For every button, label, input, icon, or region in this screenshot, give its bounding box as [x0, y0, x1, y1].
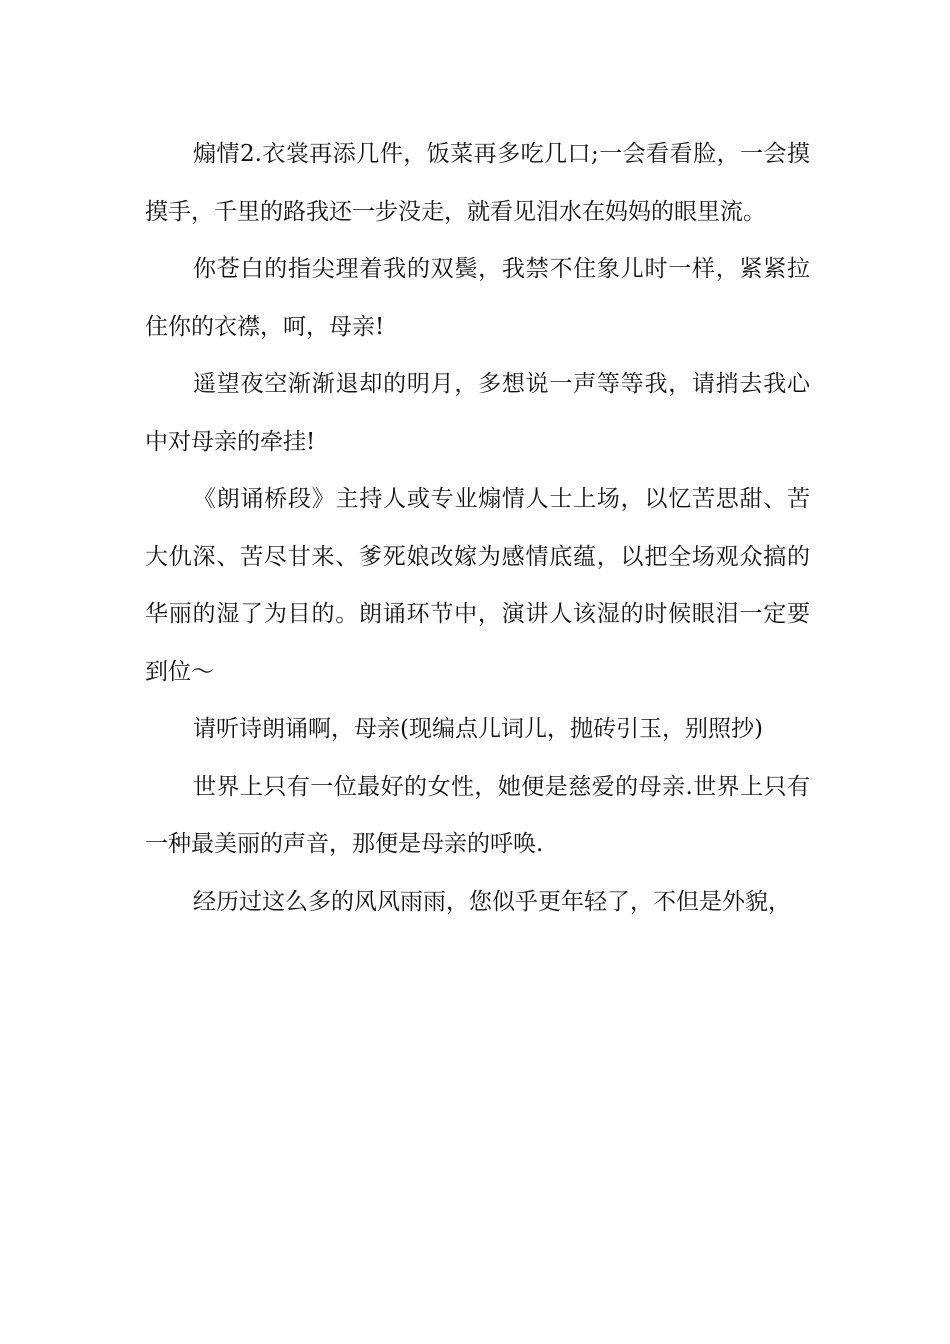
- paragraph: 煽情2.衣裳再添几件，饭菜再多吃几口;一会看看脸，一会摸摸手，千里的路我还一步没走，就看见泪水在妈妈的眼里流。: [145, 141, 810, 225]
- paragraph: 经历过这么多的风风雨雨，您似乎更年轻了，不但是外貌，: [193, 888, 791, 915]
- paragraph: 世界上只有一位最好的女性，她便是慈爱的母亲.世界上只有一种最美丽的声音，那便是母亲的呼唤.: [145, 773, 810, 857]
- body-text: [145, 126, 810, 931]
- paragraph: 你苍白的指尖理着我的双鬓，我禁不住象儿时一样，紧紧拉住你的衣襟，呵，母亲!: [145, 256, 810, 340]
- paragraph: 请听诗朗诵啊，母亲(现编点儿词儿，抛砖引玉，别照抄): [193, 716, 763, 742]
- paragraph: 《朗诵桥段》主持人或专业煽情人士上场，以忆苦思甜、苦大仇深、苦尽甘来、爹死娘改嫁为感情底蕴，以把全场观众搞的华丽的湿了为目的。朗诵环节中，演讲人该湿的时候眼泪一定要到位～: [145, 486, 810, 685]
- paragraph: 遥望夜空渐渐退却的明月，多想说一声等等我，请捎去我心中对母亲的牵挂!: [145, 371, 810, 455]
